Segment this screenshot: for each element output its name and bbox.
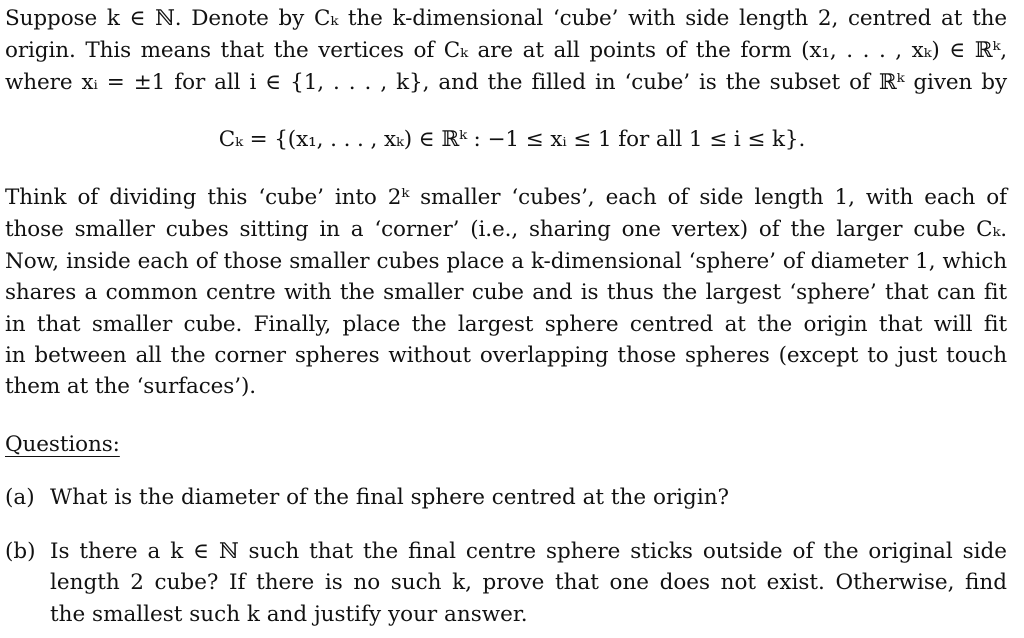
body-line-6: in between all the corner spheres without overlapping those spheres (except to just touch	[5, 343, 1007, 368]
question-b-line-2: length 2 cube? If there is no such k, prove that one does not exist. Otherwise, find	[50, 570, 1007, 595]
questions-heading: Questions:	[5, 432, 120, 457]
body-line-2: those smaller cubes sitting in a ‘corner’ (i.e., sharing one vertex) of the larger cube Cₖ.	[5, 217, 1007, 242]
question-b-line-1: Is there a k ∈ ℕ such that the final centre sphere sticks outside of the original side	[50, 539, 1007, 564]
display-equation: Cₖ = {(x₁, . . . , xₖ) ∈ ℝᵏ : −1 ≤ xᵢ ≤ 1 for all 1 ≤ i ≤ k}.	[218, 127, 806, 152]
intro-line-1: Suppose k ∈ ℕ. Denote by Cₖ the k-dimensional ‘cube’ with side length 2, centred at the	[5, 6, 1007, 31]
question-a-label: (a)	[5, 485, 35, 510]
question-b-label: (b)	[5, 539, 36, 564]
body-line-5: in that smaller cube. Finally, place the largest sphere centred at the origin that will fit	[5, 312, 1007, 337]
intro-line-3: where xᵢ = ±1 for all i ∈ {1, . . . , k}, and the filled in ‘cube’ is the subset of ℝᵏ given by	[5, 70, 1007, 95]
question-a-line-1: What is the diameter of the final sphere centred at the origin?	[50, 485, 730, 510]
body-line-7: them at the ‘surfaces’).	[5, 374, 256, 399]
question-b-line-3: the smallest such k and justify your answer.	[50, 602, 528, 627]
intro-line-2: origin. This means that the vertices of Cₖ are at all points of the form (x₁, . . . , xₖ) ∈ ℝᵏ,	[5, 38, 1007, 63]
body-line-4: shares a common centre with the smaller cube and is thus the largest ‘sphere’ that can fit	[5, 280, 1007, 305]
body-line-3: Now, inside each of those smaller cubes place a k-dimensional ‘sphere’ of diameter 1, which	[5, 249, 1007, 274]
body-line-1: Think of dividing this ‘cube’ into 2ᵏ smaller ‘cubes’, each of side length 1, with each of	[5, 185, 1007, 210]
